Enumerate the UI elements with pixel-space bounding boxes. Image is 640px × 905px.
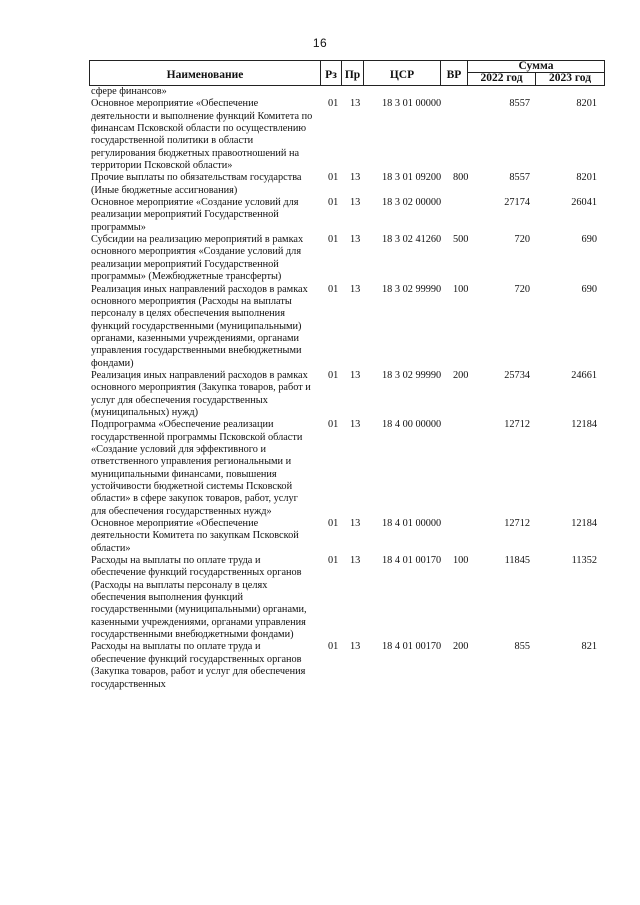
column-header-year-2022: 2022 год	[468, 73, 536, 85]
row-name: Расходы на выплаты по оплате труда и обеспечение функций государственных органов (Расходы на выплаты персоналу в целях обеспечения выполнения функций государственными (муниципальными) органами, казенными учреждениями, органами управления государственными внебюджетными фондами)	[91, 555, 307, 641]
row-sum-2023: 12184	[571, 419, 597, 431]
row-pr: 13	[350, 419, 361, 431]
row-name: Реализация иных направлений расходов в рамках основного мероприятия (Закупка товаров, работ и услуг для обеспечения государственных (муниципальных) нужд)	[91, 369, 311, 418]
row-sum-2022: 8557	[509, 98, 530, 110]
row-sum-2022: 720	[514, 234, 530, 246]
row-rz: 01	[328, 98, 339, 110]
column-header-vr: ВР	[441, 61, 468, 85]
row-name: Прочие выплаты по обязательствам государства (Иные бюджетные ассигнования)	[91, 172, 302, 196]
row-csr: 18 3 02 99990	[382, 283, 442, 295]
row-sum-2023: 26041	[571, 197, 597, 209]
row-sum-2023: 11352	[571, 555, 597, 567]
row-csr: 18 4 01 00170	[382, 555, 442, 567]
row-name: Реализация иных направлений расходов в рамках основного мероприятия (Расходы на выплаты персоналу в целях обеспечения выполнения функций государственными (муниципальными) органами, казенными учреждениями, органами управления государственными внебюджетными фондами)	[91, 283, 308, 369]
table-row	[89, 197, 605, 234]
table-header	[89, 60, 605, 86]
table-row	[89, 641, 605, 690]
row-sum-2022: 25734	[504, 369, 530, 381]
row-sum-2023: 12184	[571, 518, 597, 530]
row-name: Основное мероприятие «Обеспечение деятельности Комитета по закупкам Псковской области»	[91, 518, 299, 554]
page-number: 16	[312, 36, 328, 50]
row-rz: 01	[328, 369, 339, 381]
row-pr: 13	[350, 98, 361, 110]
row-pr: 13	[350, 172, 361, 184]
column-header-pr: Пр	[342, 61, 364, 85]
row-vr: 500	[453, 234, 469, 246]
table-row	[89, 234, 605, 283]
row-pr: 13	[350, 234, 361, 246]
row-vr: 800	[453, 172, 469, 184]
row-sum-2022: 8557	[509, 172, 530, 184]
row-pr: 13	[350, 369, 361, 381]
row-pr: 13	[350, 555, 361, 567]
row-csr: 18 4 01 00170	[382, 641, 442, 653]
row-csr: 18 3 02 99990	[382, 369, 442, 381]
row-rz: 01	[328, 419, 339, 431]
row-sum-2022: 12712	[504, 419, 530, 431]
row-name: Основное мероприятие «Создание условий для реализации мероприятий Государственной программы»	[91, 197, 299, 233]
column-header-csr: ЦСР	[364, 61, 441, 85]
row-name: Подпрограмма «Обеспечение реализации государственной программы Псковской области «Создание условий для эффективного и ответственного управления региональными и муниципальными финансами, повышения устойчивости бюджетной системы Псковской области» в сфере закупок товаров, работ, услуг для обеспечения государственных нужд»	[91, 419, 303, 517]
table-row	[89, 172, 605, 197]
row-vr: 100	[453, 555, 469, 567]
row-csr: 18 3 01 00000	[382, 98, 442, 110]
row-vr: 200	[453, 369, 469, 381]
row-csr: 18 3 01 09200	[382, 172, 442, 184]
table-row	[89, 284, 605, 370]
row-csr: 18 3 02 41260	[382, 234, 442, 246]
table-body	[89, 86, 605, 691]
row-sum-2022: 12712	[504, 518, 530, 530]
row-pr: 13	[350, 197, 361, 209]
row-pr: 13	[350, 283, 361, 295]
row-rz: 01	[328, 518, 339, 530]
row-name: сфере финансов»	[91, 86, 167, 97]
row-pr: 13	[350, 518, 361, 530]
table-row	[89, 419, 605, 518]
row-name: Субсидии на реализацию мероприятий в рамках основного мероприятия «Создание условий для реализации мероприятий Государственной программы» (Межбюджетные трансферты)	[91, 234, 304, 283]
row-name: Расходы на выплаты по оплате труда и обеспечение функций государственных органов (Закупка товаров, работ и услуг для обеспечения государственных	[91, 641, 306, 690]
row-sum-2022: 855	[514, 641, 530, 653]
row-pr: 13	[350, 641, 361, 653]
row-csr: 18 4 01 00000	[382, 518, 442, 530]
table-row	[89, 98, 605, 172]
row-name: Основное мероприятие «Обеспечение деятельности и выполнение функций Комитета по финансам Псковской области по осуществлению государственной политики в области регулирования бюджетных правоотношений на территории Псковской области»	[91, 98, 313, 172]
row-sum-2023: 821	[581, 641, 597, 653]
row-rz: 01	[328, 641, 339, 653]
row-csr: 18 3 02 00000	[382, 197, 442, 209]
row-csr: 18 4 00 00000	[382, 419, 442, 431]
row-vr: 200	[453, 641, 469, 653]
table-row	[89, 86, 605, 98]
row-sum-2023: 8201	[576, 98, 597, 110]
row-sum-2023: 690	[581, 234, 597, 246]
row-rz: 01	[328, 283, 339, 295]
row-sum-2022: 11845	[504, 555, 530, 567]
row-sum-2023: 690	[581, 283, 597, 295]
table-row	[89, 370, 605, 419]
row-sum-2023: 24661	[571, 369, 597, 381]
column-header-name: Наименование	[90, 61, 321, 85]
row-vr: 100	[453, 283, 469, 295]
row-sum-2022: 720	[514, 283, 530, 295]
row-rz: 01	[328, 555, 339, 567]
column-header-year-2023: 2023 год	[548, 72, 592, 85]
row-rz: 01	[328, 172, 339, 184]
table-row	[89, 555, 605, 641]
row-sum-2023: 8201	[576, 172, 597, 184]
table-row	[89, 518, 605, 555]
row-sum-2022: 27174	[504, 197, 530, 209]
column-header-sum: Сумма	[468, 61, 604, 73]
column-header-rz: Рз	[321, 61, 342, 85]
row-rz: 01	[328, 197, 339, 209]
row-rz: 01	[328, 234, 339, 246]
